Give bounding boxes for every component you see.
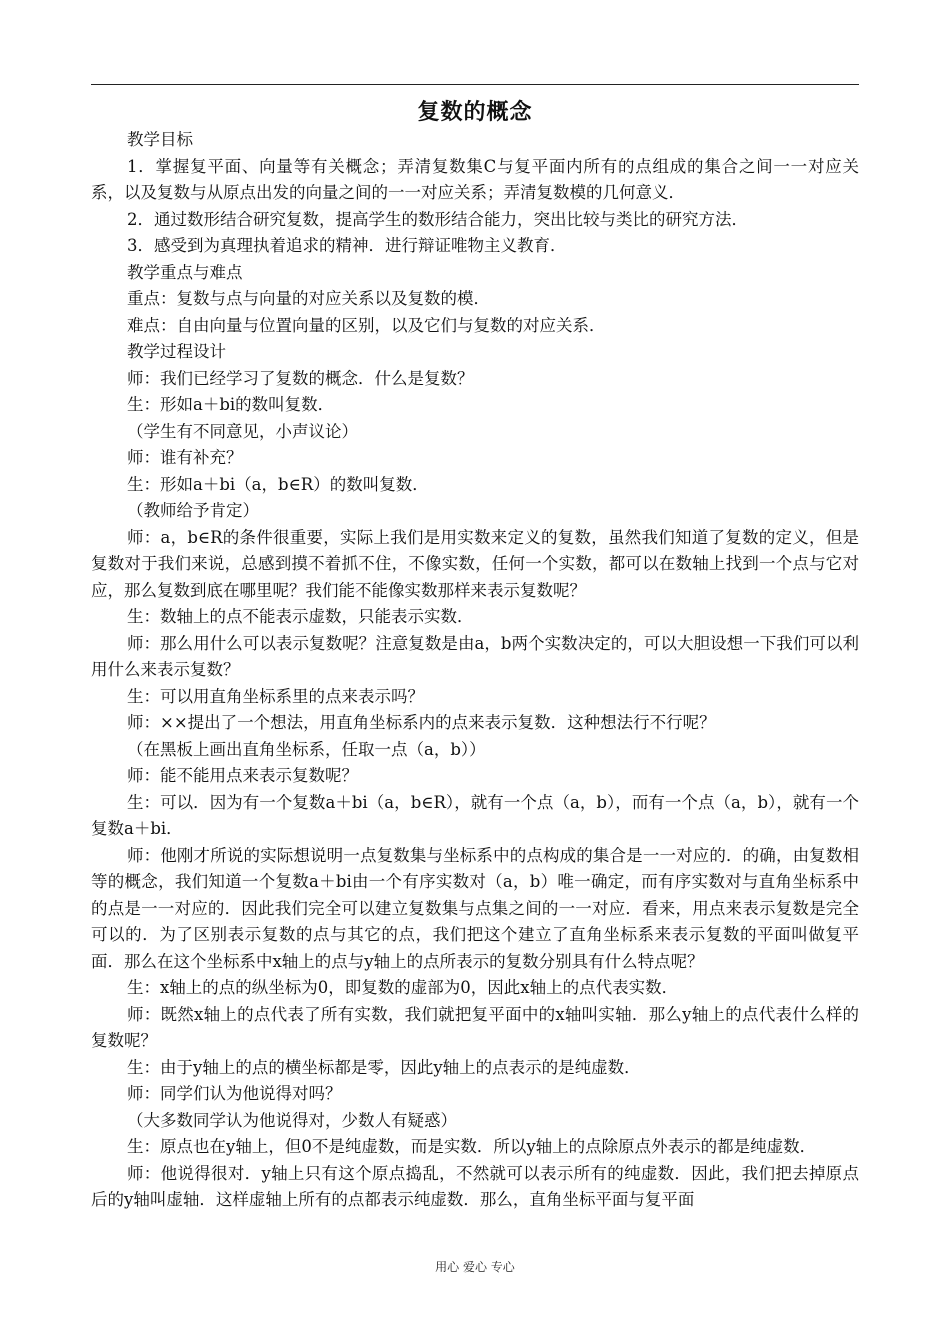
page-footer: 用心 爱心 专心	[435, 1260, 515, 1274]
paragraph: 师：他刚才所说的实际想说明一点复数集与坐标系中的点构成的集合是一一对应的．的确，由复数相等的概念，我们知道一个复数a＋bi由一个有序实数对（a，b）唯一确定，而有序实数对与直角坐标系中的点是一一对应的．因此我们完全可以建立复数集与点集之间的一一对应．看来，用点来表示复数是完全可以的．为了区别表示复数的点与其它的点，我们把这个建立了直角坐标系来表示复数的平面叫做复平面．那么在这个坐标系中x轴上的点与y轴上的点所表示的复数分别具有什么特点呢？	[91, 845, 859, 971]
paragraph: 师：能不能用点来表示复数呢？	[127, 766, 358, 785]
paragraph: 生：原点也在y轴上，但0不是纯虚数，而是实数．所以y轴上的点除原点外表示的都是纯虚数．	[127, 1137, 817, 1156]
document-title: 复数的概念	[417, 99, 533, 125]
paragraph: 师：他说得很对．y轴上只有这个原点捣乱，不然就可以表示所有的纯虚数．因此，我们把去掉原点后的y轴叫虚轴．这样虚轴上所有的点都表示纯虚数．那么，直角坐标平面与复平面	[91, 1163, 859, 1209]
paragraph: 生：形如a＋bi（a，b∈R）的数叫复数．	[127, 474, 429, 494]
paragraph: 师：我们已经学习了复数的概念．什么是复数？	[127, 368, 474, 388]
paragraph: 生：可以用直角坐标系里的点来表示吗？	[127, 686, 424, 706]
paragraph: 2．通过数形结合研究复数，提高学生的数形结合能力，突出比较与类比的研究方法．	[127, 209, 748, 229]
header-rule	[91, 84, 859, 85]
paragraph: （大多数同学认为他说得对，少数人有疑惑）	[127, 1110, 457, 1130]
paragraph: （在黑板上画出直角坐标系，任取一点（a，b））	[127, 739, 486, 759]
paragraph: （教师给予肯定）	[127, 501, 259, 520]
paragraph: 师：既然x轴上的点代表了所有实数，我们就把复平面中的x轴叫实轴．那么y轴上的点代表什么样的复数呢？	[91, 1004, 859, 1050]
paragraph: （学生有不同意见，小声议论）	[127, 421, 358, 441]
paragraph: 生：由于y轴上的点的横坐标都是零，因此y轴上的点表示的是纯虚数．	[127, 1057, 641, 1077]
paragraph: 生：x轴上的点的纵坐标为0，即复数的虚部为0，因此x轴上的点代表实数．	[127, 978, 679, 997]
paragraph: 生：数轴上的点不能表示虚数，只能表示实数．	[127, 607, 474, 626]
paragraph: 3．感受到为真理执着追求的精神．进行辩证唯物主义教育．	[127, 236, 567, 255]
paragraph: 师：谁有补充？	[127, 448, 243, 467]
paragraph: 难点：自由向量与位置向量的区别，以及它们与复数的对应关系．	[127, 315, 606, 335]
paragraph: 生：可以．因为有一个复数a＋bi（a，b∈R），就有一个点（a，b），而有一个点（a，b），就有一个复数a＋bi．	[91, 792, 859, 838]
paragraph: 教学目标	[127, 130, 193, 149]
paragraph: 教学过程设计	[127, 342, 226, 361]
paragraph: 师：××提出了一个想法，用直角坐标系内的点来表示复数．这种想法行不行呢？	[127, 713, 716, 732]
paragraph: 教学重点与难点	[127, 262, 243, 282]
paragraph: 1．掌握复平面、向量等有关概念；弄清复数集C与复平面内所有的点组成的集合之间一一对应关系，以及复数与从原点出发的向量之间的一一对应关系；弄清复数模的几何意义．	[91, 156, 859, 202]
paragraph: 生：形如a＋bi的数叫复数．	[127, 395, 335, 414]
document-body	[91, 127, 859, 1214]
paragraph: 重点：复数与点与向量的对应关系以及复数的模．	[127, 289, 490, 308]
paragraph: 师：那么用什么可以表示复数呢？注意复数是由a，b两个实数决定的，可以大胆设想一下我们可以利用什么来表示复数？	[91, 633, 859, 679]
paragraph: 师：同学们认为他说得对吗？	[127, 1084, 342, 1103]
paragraph: 师：a，b∈R的条件很重要，实际上我们是用实数来定义的复数，虽然我们知道了复数的定义，但是复数对于我们来说，总感到摸不着抓不住，不像实数，任何一个实数，都可以在数轴上找到一个点与它对应，那么复数到底在哪里呢？我们能不能像实数那样来表示复数呢？	[91, 527, 859, 600]
